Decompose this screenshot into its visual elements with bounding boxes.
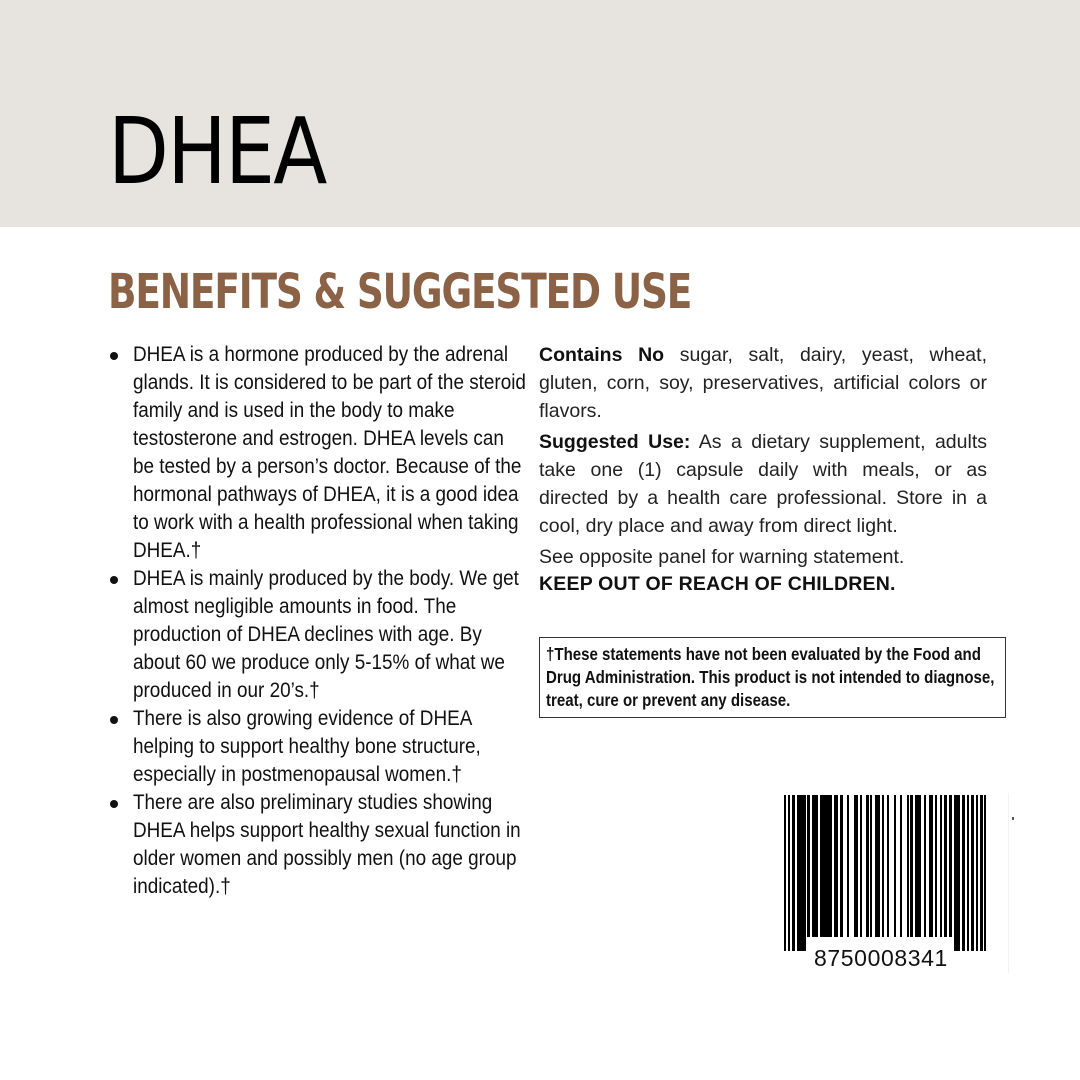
benefit-item	[108, 341, 528, 565]
section-heading: BENEFITS & SUGGESTED USE	[108, 264, 692, 320]
benefit-item	[108, 565, 528, 705]
keep-out-warning: KEEP OUT OF REACH OF CHILDREN.	[539, 573, 896, 595]
fda-disclaimer-box	[539, 637, 1006, 718]
benefits-list	[108, 341, 528, 901]
contains-no-paragraph	[539, 341, 987, 425]
barcode	[782, 793, 1010, 973]
bullet-icon	[110, 800, 118, 808]
label-info	[539, 341, 987, 597]
benefit-text: There are also preliminary studies showing DHEA helps support healthy sexual function in older women and possibly men (no age group indicated).†	[133, 791, 521, 898]
bullet-icon	[110, 716, 118, 724]
barcode-number: 8750008341	[814, 945, 948, 971]
suggested-use-label: Suggested Use:	[539, 431, 691, 453]
warning-note: See opposite panel for warning statement.	[539, 546, 905, 568]
benefit-text: There is also growing evidence of DHEA helping to support healthy bone structure, especially in postmenopausal women.†	[133, 707, 481, 786]
contains-no-text: sugar, salt, dairy, yeast, wheat, gluten, corn, soy, preservatives, artificial colors or flavors.	[539, 344, 987, 422]
barcode-icon	[784, 795, 988, 951]
suggested-use-paragraph	[539, 428, 987, 540]
benefit-item	[108, 705, 528, 789]
benefit-item	[108, 789, 528, 901]
contains-no-label: Contains No	[539, 344, 665, 366]
benefit-text: DHEA is mainly produced by the body. We get almost negligible amounts in food. The production of DHEA declines with age. By about 60 we produce only 5-15% of what we produced in our 20’s.†	[133, 567, 519, 702]
benefit-text: DHEA is a hormone produced by the adrenal glands. It is considered to be part of the steroid family and is used in the body to make testosterone and estrogen. DHEA levels can be tested by a person’s doctor. Because of the hormonal pathways of DHEA, it is a good idea to work with a health professional when taking DHEA.†	[133, 343, 526, 562]
header-band	[0, 0, 1080, 227]
barcode-mark	[1012, 817, 1014, 820]
suggested-use-text: As a dietary supplement, adults take one (1) capsule daily with meals, or as directed by a health care professional. Store in a cool, dry place and away from direct light.	[539, 431, 987, 537]
fda-disclaimer-text: †These statements have not been evaluated by the Food and Drug Administration. This product is not intended to diagnose, treat, cure or prevent any disease.	[546, 644, 995, 710]
barcode-edge	[1008, 793, 1009, 973]
bullet-icon	[110, 576, 118, 584]
product-title: DHEA	[108, 98, 326, 205]
bullet-icon	[110, 352, 118, 360]
